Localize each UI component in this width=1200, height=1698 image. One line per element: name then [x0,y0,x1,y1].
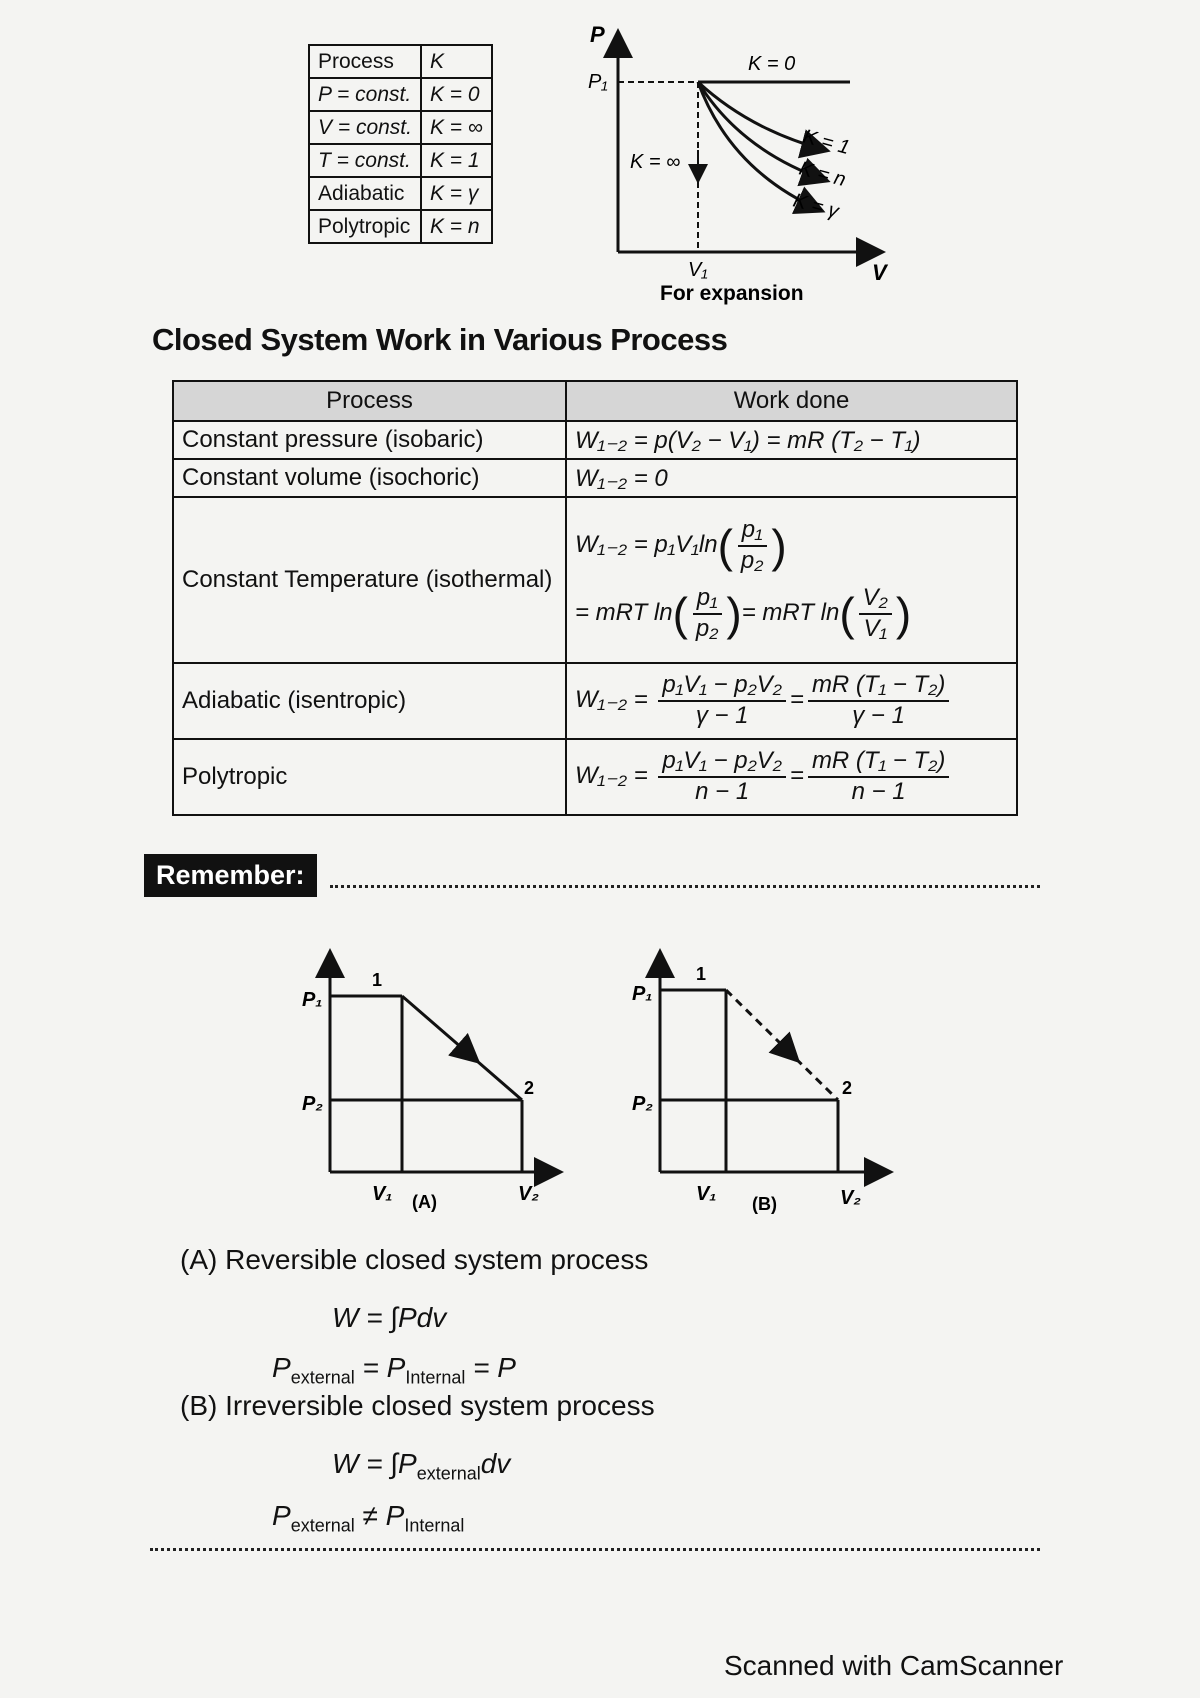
eq-part: dv [480,1448,511,1479]
v1-label: V₁ [372,1183,393,1205]
table-row [173,497,1017,663]
denominator: p₂ [695,614,719,642]
work-cell: W₁₋₂ = p(V₂ − V₁) = mR (T₂ − T₁) [566,421,1017,459]
table-cell: K = n [421,210,492,243]
process-cell: Polytropic [173,739,566,815]
table-cell: K = 0 [421,78,492,111]
process-arrow [780,1043,796,1059]
denominator: V₁ [863,614,888,642]
pv-diagram-a [300,948,570,1218]
p1-label: P₁ [588,71,608,93]
note-a-eq2 [272,1352,516,1389]
process-cell: Constant Temperature (isothermal) [173,497,566,663]
eq-part: = P [354,1352,406,1383]
table-cell: Polytropic [309,210,421,243]
work-cell: W₁₋₂ = $\frac{\text{p₁V₁ − p₂V₂}}{\gamma - 1}$ = $\frac{\text{mR (T₁ − T₂)}}{\gamma - 1}$ [566,663,1017,739]
table-row [309,177,492,210]
table-row [173,739,1017,815]
v2-label: V₂ [518,1183,539,1205]
section-title: Closed System Work in Various Process [152,322,728,357]
k0-label: K = 0 [748,53,796,75]
axis-label-v: V [872,260,887,285]
isothermal-formula-a: W₁₋₂ = p₁V₁ln [575,531,718,559]
table-cell: P = const. [309,78,421,111]
chart-caption: For expansion [660,282,804,305]
note-a-heading: (A) Reversible closed system process [180,1244,649,1275]
numerator: p₁ [738,516,767,547]
p2-label: P₂ [302,1093,323,1115]
process-cell: Constant pressure (isobaric) [173,421,566,459]
kn-label: K = n [796,157,849,192]
table-row [309,111,492,144]
p1-label: P₁ [632,983,653,1005]
note-b-heading: (B) Irreversible closed system process [180,1390,655,1421]
header-work-done: Work done [566,381,1017,421]
work-cell: W₁₋₂ = p₁V₁ln( $\frac{\text{p₁}}{\text{p₂}}$ ) = mRT ln( $\frac{\text{p₁}}{\text{p₂}}$ )= mRT ln( $\frac{\text{V₂}}{\text{V₁}}$ ) [566,497,1017,663]
diagram-caption: (A) [412,1192,437,1212]
table-row [173,459,1017,497]
denominator: γ − 1 [695,702,749,729]
fraction [859,584,892,644]
denominator: n − 1 [851,778,906,805]
fraction [692,584,723,644]
eq-sub: Internal [405,1367,466,1388]
numerator: p₁V₁ − p₂V₂ [658,747,786,778]
denominator: p₂ [740,547,764,575]
note-a-eq1: W = ∫Pdv [332,1302,447,1333]
note-b-eq2 [272,1500,464,1537]
eq-part: ≠ P [354,1500,405,1531]
point-2-label: 2 [524,1078,535,1098]
numerator: mR (T₁ − T₂) [808,747,949,778]
isothermal-formula-c: = mRT ln [741,599,840,627]
point-1-label: 1 [696,964,707,984]
table-cell: K = ∞ [421,111,492,144]
dotted-rule-top [330,885,1040,888]
fraction [808,747,949,807]
table-row [173,421,1017,459]
note-b-eq1 [332,1448,510,1485]
fraction [658,747,786,807]
process-arrow [460,1046,476,1060]
fraction [658,671,786,731]
numerator: p₁V₁ − p₂V₂ [658,671,786,702]
table-row [309,144,492,177]
denominator: γ − 1 [852,702,905,729]
numerator: V₂ [859,584,892,615]
work-cell: W₁₋₂ = 0 [566,459,1017,497]
work-table-header [173,381,1017,421]
formula-lhs: W₁₋₂ = [575,686,648,714]
formula-lhs: W₁₋₂ = [575,762,648,790]
eq-sub: external [416,1463,481,1484]
v2-label: V₂ [840,1187,861,1209]
table-row [173,663,1017,739]
eq-part: P [272,1500,291,1531]
table-cell: T = const. [309,144,421,177]
fraction [737,516,768,576]
k-table-header-process: Process [309,45,421,78]
fraction [808,671,949,731]
table-cell: V = const. [309,111,421,144]
axis-label-p: P [590,22,605,47]
v1-label: V₁ [688,259,708,281]
table-cell: K = 1 [421,144,492,177]
k-table-header-k: K [421,45,492,78]
point-1-label: 1 [372,970,383,990]
v1-label: V₁ [696,1183,717,1205]
k-table-header [309,45,492,78]
denominator: n − 1 [695,778,750,805]
k1-label: K = 1 [800,125,853,160]
table-cell: Adiabatic [309,177,421,210]
kinf-label: K = ∞ [630,151,681,173]
pv-diagram-b [630,948,900,1218]
kgamma-label: K = γ [790,189,841,223]
table-cell: K = γ [421,177,492,210]
table-row [309,210,492,243]
p2-label: P₂ [632,1093,653,1115]
diagram-caption: (B) [752,1194,777,1214]
dotted-rule-bottom [150,1548,1040,1551]
eq-sub: Internal [404,1515,465,1536]
eq-part: W = ∫P [332,1448,417,1479]
eq-sub: external [290,1367,355,1388]
k-table [308,44,493,244]
p1-label: P₁ [302,989,323,1011]
work-cell: W₁₋₂ = $\frac{\text{p₁V₁ − p₂V₂}}{n - 1}$ = $\frac{\text{mR (T₁ − T₂)}}{n - 1}$ [566,739,1017,815]
numerator: p₁ [693,584,722,615]
eq-part: = P [465,1352,516,1383]
eq-sub: external [290,1515,355,1536]
scanner-watermark: Scanned with CamScanner [724,1650,1064,1681]
header-process: Process [173,381,566,421]
numerator: mR (T₁ − T₂) [808,671,949,702]
work-table [172,380,1018,816]
table-row [309,78,492,111]
process-cell: Adiabatic (isentropic) [173,663,566,739]
isothermal-formula-b: = mRT ln [575,599,673,627]
process-cell: Constant volume (isochoric) [173,459,566,497]
remember-label: Remember: [144,854,317,897]
pv-expansion-diagram [580,20,920,320]
point-2-label: 2 [842,1078,853,1098]
eq-part: P [272,1352,291,1383]
